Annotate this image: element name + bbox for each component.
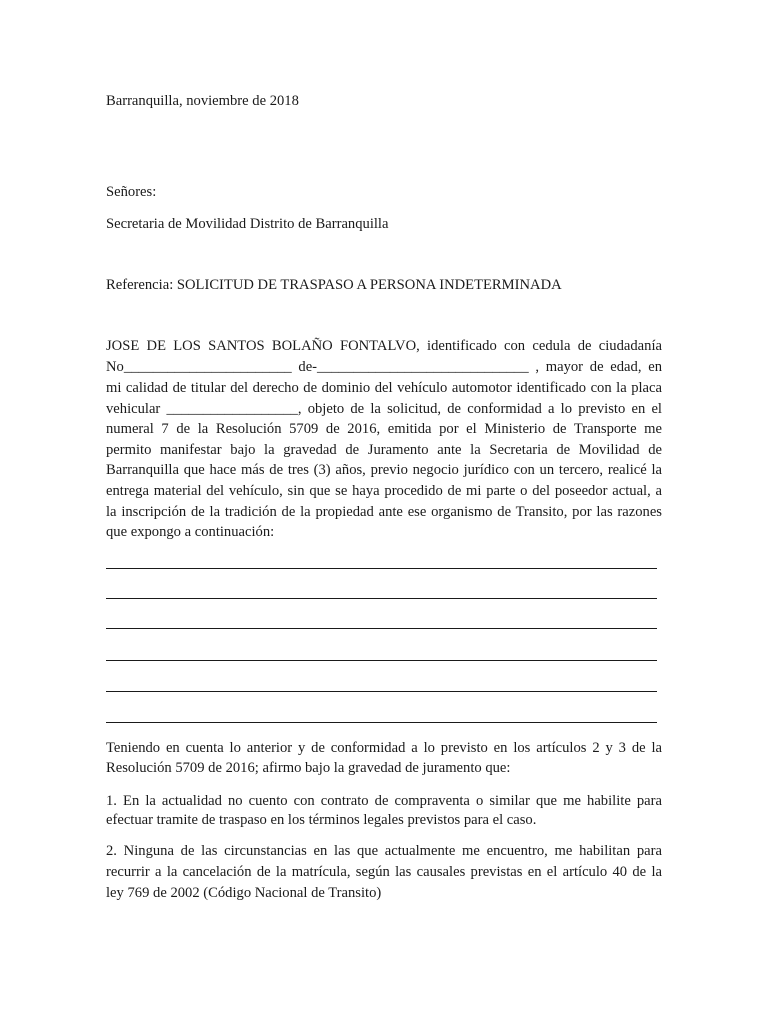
item-2-line: ley 769 de 2002 (Código Nacional de Transito) <box>106 885 382 901</box>
item-2-line: recurrir a la cancelación de la matrícula, según las causales previstas en el artículo 40 de la <box>106 864 662 880</box>
body-line: mi calidad de titular del derecho de dominio del vehículo automotor identificado con la placa <box>106 380 662 396</box>
letter-addressee: Secretaria de Movilidad Distrito de Barranquilla <box>106 216 389 232</box>
declaration-line: Teniendo en cuenta lo anterior y de conformidad a lo previsto en los artículos 2 y 3 de la <box>106 740 662 756</box>
body-line: numeral 7 de la Resolución 5709 de 2016, emitida por el Ministerio de Transporte me <box>106 421 662 437</box>
letter-date: Barranquilla, noviembre de 2018 <box>106 93 299 109</box>
item-1-line: efectuar tramite de traspaso en los términos legales previstos para el caso. <box>106 812 537 828</box>
blank-line <box>106 660 657 661</box>
declaration-line: Resolución 5709 de 2016; afirmo bajo la gravedad de juramento que: <box>106 760 511 776</box>
body-line: entrega material del vehículo, sin que se haya procedido de mi parte o del poseedor actual, a <box>106 483 662 499</box>
body-line: JOSE DE LOS SANTOS BOLAÑO FONTALVO, identificado con cedula de ciudadanía <box>106 338 662 354</box>
blank-line <box>106 691 657 692</box>
blank-line <box>106 598 657 599</box>
body-line: Barranquilla que hace más de tres (3) años, previo negocio jurídico con un tercero, realicé la <box>106 462 662 478</box>
body-line: vehicular __________________, objeto de la solicitud, de conformidad a lo previsto en el <box>106 401 662 417</box>
body-line: que expongo a continuación: <box>106 524 275 540</box>
blank-line <box>106 568 657 569</box>
letter-salutation: Señores: <box>106 184 157 200</box>
item-2-line: 2. Ninguna de las circunstancias en las que actualmente me encuentro, me habilitan para <box>106 843 662 859</box>
body-line: No_______________________ de-_____________________________ , mayor de edad, en <box>106 359 662 375</box>
item-1-line: 1. En la actualidad no cuento con contrato de compraventa o similar que me habilite para <box>106 793 662 809</box>
body-line: la inscripción de la tradición de la propiedad ante ese organismo de Transito, por las razones <box>106 504 662 520</box>
letter-reference: Referencia: SOLICITUD DE TRASPASO A PERSONA INDETERMINADA <box>106 277 562 293</box>
blank-line <box>106 628 657 629</box>
body-line: permito manifestar bajo la gravedad de Juramento ante la Secretaria de Movilidad de <box>106 442 662 458</box>
blank-line <box>106 722 657 723</box>
